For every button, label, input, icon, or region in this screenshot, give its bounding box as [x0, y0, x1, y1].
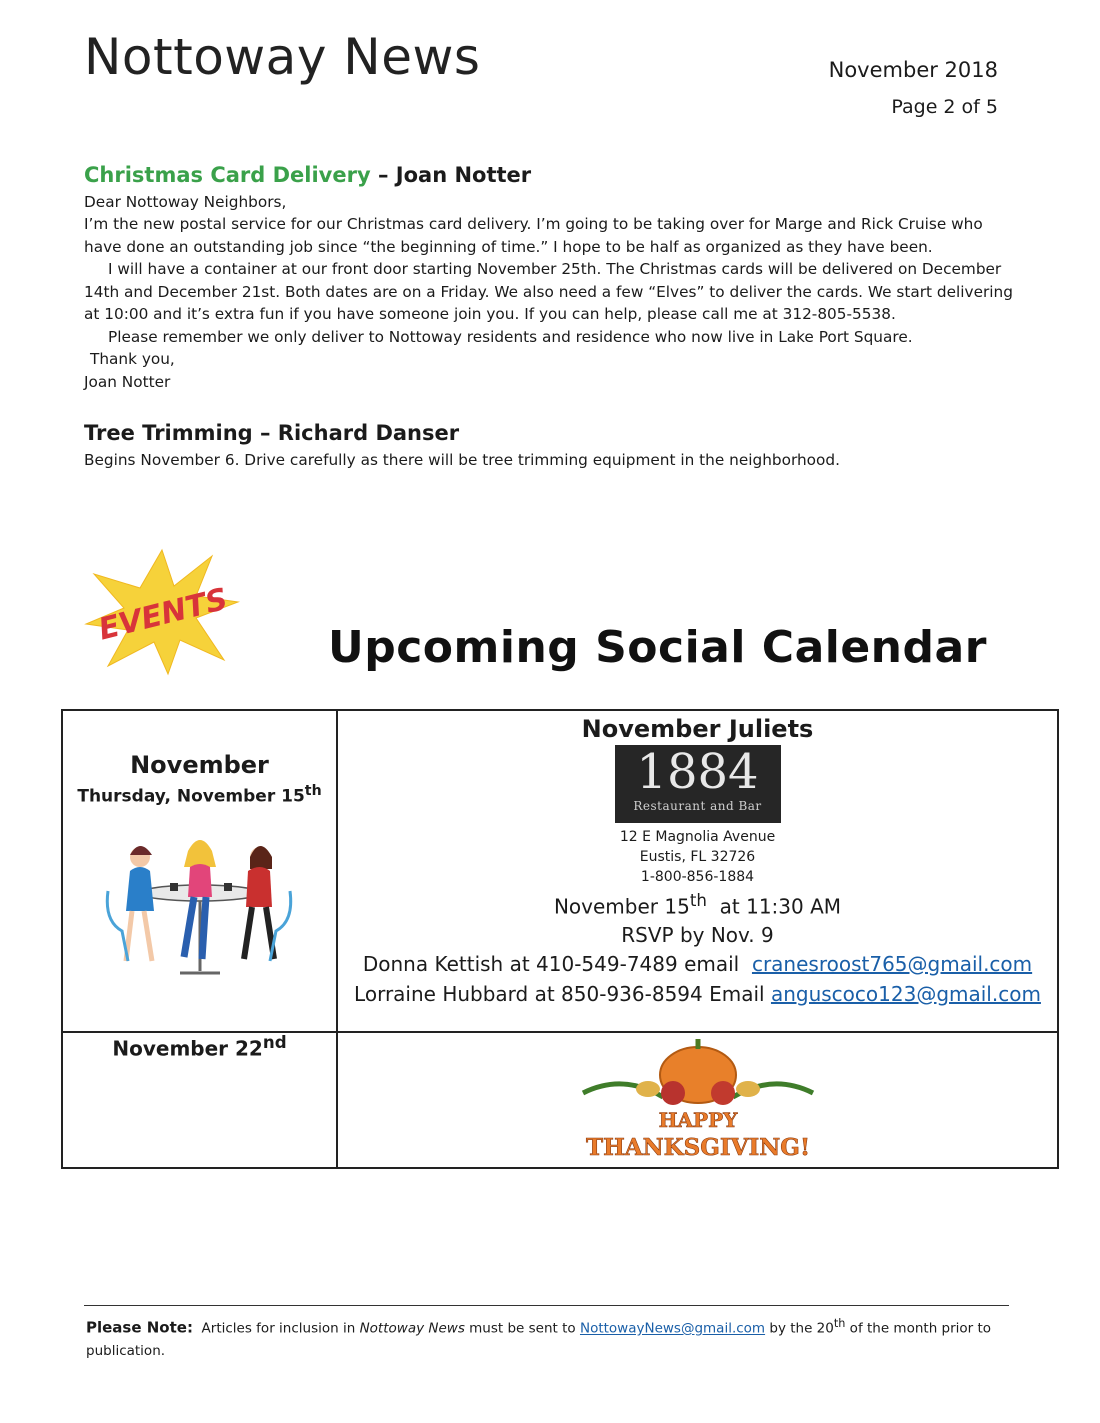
rsvp-deadline: RSVP by Nov. 9	[621, 922, 774, 947]
christmas-signature: Joan Notter	[84, 372, 171, 391]
tree-article	[84, 422, 1024, 471]
christmas-article	[84, 164, 1024, 393]
issue-date: November 2018	[828, 58, 998, 82]
event-date-suffix: th	[304, 783, 322, 799]
footer-text-2: must be sent to	[464, 1320, 580, 1337]
contact-1-email-link[interactable]: cranesroost765@gmail.com	[751, 951, 1033, 976]
contact-2-text: Lorraine Hubbard at 850-936-8594 Email	[354, 981, 771, 1006]
thanksgiving-date-text: November 22	[112, 1036, 263, 1061]
footer-suffix: th	[833, 1317, 846, 1330]
banner-line-2: THANKSGIVING!	[585, 1134, 810, 1161]
christmas-closing: Thank you,	[90, 350, 175, 368]
restaurant-phone: 1-800-856-1884	[640, 869, 755, 885]
footer-publication: Nottoway News	[359, 1320, 465, 1337]
logo-subtitle: Restaurant and Bar	[633, 799, 762, 813]
footer-text-1: Articles for inclusion in	[192, 1320, 360, 1337]
page-number: Page 2 of 5	[891, 96, 998, 118]
christmas-heading-author: – Joan Notter	[370, 163, 532, 187]
thanksgiving-date-suffix: nd	[262, 1033, 287, 1052]
christmas-para-2: I will have a container at our front door starting November 25th. The Christmas cards will be delivered on December 14th and December 21st. Both dates are on a Friday. We also need a few “Elves” to deliver the cards. We start delivering at 10:00 and it’s extra fun if you have someone join you. If you can help, please call me at 312-805-5538.	[84, 260, 1013, 323]
christmas-para-1: I’m the new postal service for our Christmas card delivery. I’m going to be taking over for Marge and Rick Cruise who have done an outstanding job since “the beginning of time.” I hope to be half as organized as they have been.	[84, 215, 983, 256]
event-month: November	[130, 751, 269, 779]
event-address	[338, 827, 1057, 887]
banner-line-1: HAPPY	[658, 1108, 737, 1132]
event-title: November Juliets	[581, 715, 814, 743]
footer-label: Please Note:	[86, 1318, 193, 1337]
tree-heading: Tree Trimming – Richard Danser	[84, 421, 460, 445]
contact-1-text: Donna Kettish at 410-549-7489 email	[362, 951, 752, 976]
footer-text-4: of the month prior to publication.	[86, 1320, 992, 1359]
event-time	[338, 891, 1057, 919]
christmas-greeting: Dear Nottoway Neighbors,	[84, 192, 287, 211]
event-date-text: Thursday, November 15	[77, 786, 305, 807]
contact-1	[338, 949, 1057, 979]
event-date-cell	[62, 710, 337, 1032]
thanksgiving-banner-icon	[573, 1033, 823, 1163]
christmas-para-3: Please remember we only deliver to Nottoway residents and residence who now live in Lake Port Square.	[108, 327, 913, 346]
tree-body: Begins November 6. Drive carefully as there will be tree trimming equipment in the neighborhood.	[84, 450, 840, 469]
address-line-2: Eustis, FL 32726	[639, 849, 756, 865]
thanksgiving-date-cell	[62, 1032, 337, 1168]
events-starburst-icon	[84, 548, 240, 676]
event-time-hour: at 11:30 AM	[706, 894, 842, 919]
event-time-date: November 15	[553, 894, 690, 919]
christmas-heading-topic: Christmas Card Delivery	[84, 163, 371, 187]
footer-divider	[84, 1305, 1009, 1306]
footer-note	[86, 1313, 1008, 1362]
ladies-luncheon-icon	[100, 831, 300, 981]
restaurant-logo	[615, 745, 781, 823]
contact-2-email-link[interactable]: anguscoco123@gmail.com	[770, 981, 1041, 1006]
logo-number: 1884	[636, 744, 759, 800]
event-time-suffix: th	[689, 891, 707, 910]
event-details-cell	[337, 710, 1058, 1032]
footer-email-link[interactable]: NottowayNews@gmail.com	[579, 1320, 766, 1337]
table-row	[62, 1032, 1058, 1168]
thanksgiving-date	[63, 1033, 336, 1061]
table-row	[62, 710, 1058, 1032]
christmas-heading	[84, 164, 1024, 187]
thanksgiving-banner-cell	[337, 1032, 1058, 1168]
masthead-title: Nottoway News	[84, 28, 481, 86]
address-line-1: 12 E Magnolia Avenue	[619, 829, 776, 845]
footer-text-3: by the 20	[765, 1320, 834, 1337]
contact-2	[338, 979, 1057, 1009]
events-badge-text: EVENTS	[95, 581, 232, 648]
social-calendar-title: Upcoming Social Calendar	[328, 622, 987, 673]
social-calendar-table	[61, 709, 1059, 1169]
event-date	[63, 783, 336, 807]
